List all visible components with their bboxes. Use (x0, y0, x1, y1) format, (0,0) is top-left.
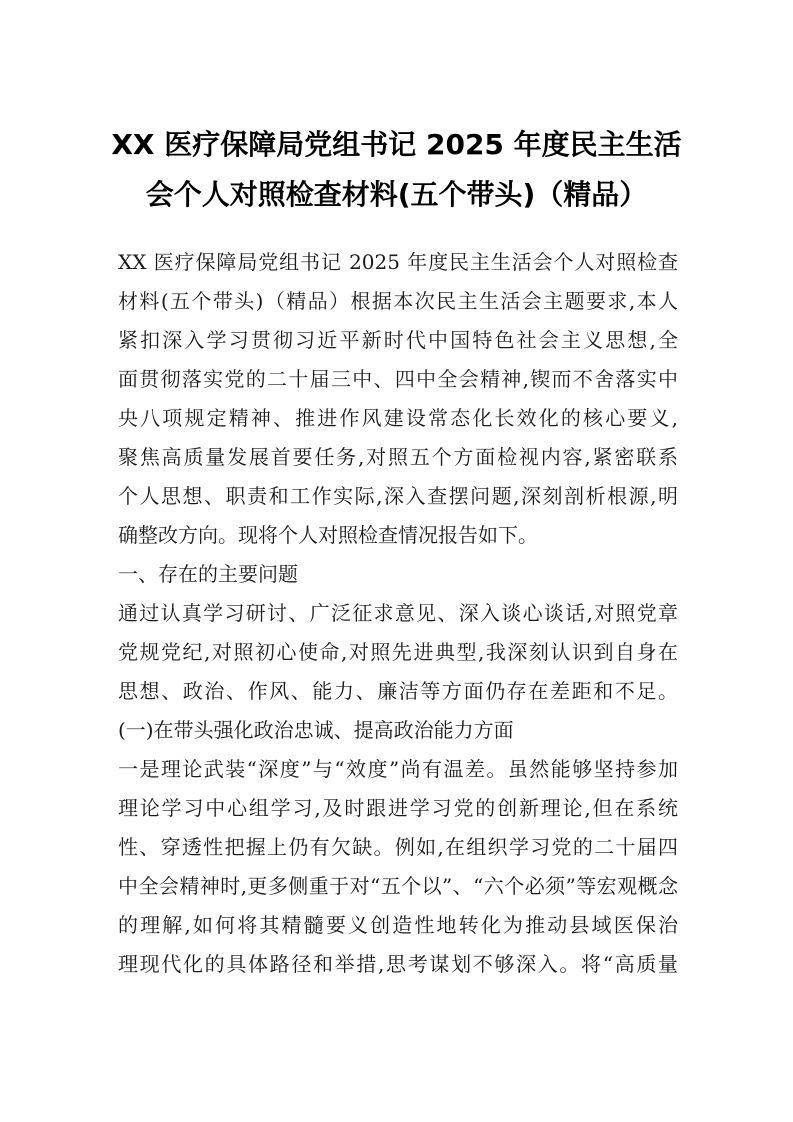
body-line: 思想、政治、作风、能力、廉洁等方面仍存在差距和不足。 (118, 679, 678, 703)
body-line: 党规党纪,对照初心使命,对照先进典型,我深刻认识到自身在 (118, 640, 678, 664)
body-line: 聚焦高质量发展首要任务,对照五个方面检视内容,紧密联系 (118, 445, 678, 469)
body-line: 性、穿透性把握上仍有欠缺。例如,在组织学习党的二十届四 (118, 835, 678, 859)
document-body (118, 243, 678, 984)
body-line: 央八项规定精神、推进作风建设常态化长效化的核心要义, (118, 406, 678, 430)
body-line: 确整改方向。现将个人对照检查情况报告如下。 (118, 523, 538, 547)
subsection-heading: (一)在带头强化政治忠诚、提高政治能力方面 (118, 718, 514, 742)
title-line: XX 医疗保障局党组书记 2025 年度民主生活 (111, 128, 682, 161)
body-line: 理现代化的具体路径和举措,思考谋划不够深入。将“高质量 (118, 952, 678, 976)
body-line: XX 医疗保障局党组书记 2025 年度民主生活会个人对照检查 (118, 250, 678, 274)
section-heading: 一、存在的主要问题 (118, 562, 298, 586)
title-line: 会个人对照检查材料(五个带头)（精品） (145, 178, 648, 211)
body-line: 的理解,如何将其精髓要义创造性地转化为推动县域医保治 (118, 913, 678, 937)
body-line: 个人思想、职责和工作实际,深入查摆问题,深刻剖析根源,明 (118, 484, 678, 508)
body-line: 材料(五个带头)（精品）根据本次民主生活会主题要求,本人 (118, 289, 678, 313)
body-line: 面贯彻落实党的二十届三中、四中全会精神,锲而不舍落实中 (118, 367, 678, 391)
body-line: 通过认真学习研讨、广泛征求意见、深入谈心谈话,对照党章 (118, 601, 678, 625)
body-line: 理论学习中心组学习,及时跟进学习党的创新理论,但在系统 (118, 796, 678, 820)
document-title (80, 120, 713, 220)
body-line: 紧扣深入学习贯彻习近平新时代中国特色社会主义思想,全 (118, 328, 678, 352)
body-line: 中全会精神时,更多侧重于对“五个以”、“六个必须”等宏观概念 (118, 874, 678, 898)
body-line: 一是理论武装“深度”与“效度”尚有温差。虽然能够坚持参加 (118, 757, 678, 781)
